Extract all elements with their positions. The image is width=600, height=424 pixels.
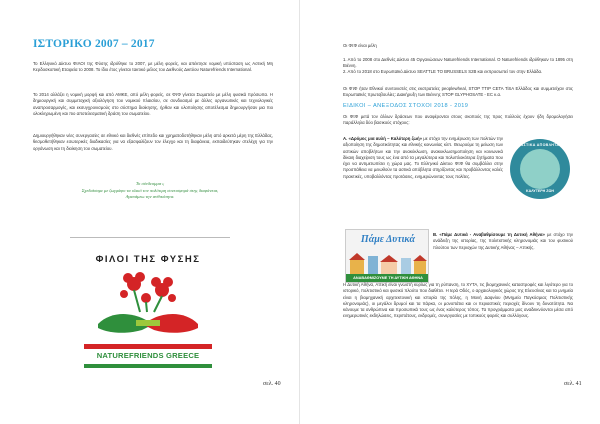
campaigns-paragraph: Οι ΦτΦ ήταν Εθνικοί συντονιστές στις εκστρατείες peoplewheal, STOP TTIP CETA TiSA Ελλάδος και συμμετείχαν στις Ευρωπαϊκές πρωτοβουλίες: Διακήρυξη των Βιέννης STOP GLYPHOSATE - EC κ.α. [343, 86, 573, 98]
dedication-line-2: Σχεδιάσαμε με ζωγράφο τα υλικό τον πολύτιμη συνεισφορά στης διαφάνεια, [81, 187, 219, 193]
dedication-box [70, 178, 230, 238]
houses-icon [346, 252, 429, 274]
badge-top-text: ΑΣΤΙΚΑ ΑΠΟΒΛΗΤΑ [520, 143, 560, 147]
members-intro: Οι ΦτΦ είναι μέλη [343, 43, 377, 48]
history-paragraph-2: Το 2014 αλλάζει η νομική μορφή και από ΑΜΚΕ, από μέλη φορείς, σε ΦτΦ γίνεται Σωματείο με μέλη φυσικά πρόσωπα. Η δημιουργική και συμμετοχική αξιολόγηση του νομικού πλαισίου, σε συνδυασμό με άλλες οργανωτικές και τεχνολογικές αναπροσαρμογές, και εκσυγχρονισμούς στο σύστημα διοίκησης, ήρθαν και υλοποίησης αποτέλεσμα δημιουργήσαν μια πιο ολοκληρωμένη και πιο αποτελεσματική δράση του σωματείου. [33, 92, 273, 116]
goal-a-paragraph [343, 136, 503, 180]
naturefriends-logo [84, 248, 212, 370]
poster-title: Πάμε Δυτικά [360, 234, 416, 245]
page-number-left: σελ. 40 [263, 381, 281, 387]
logo-red-stripe [84, 344, 212, 349]
west-athens-poster [345, 229, 429, 283]
page-title: ΙΣΤΟΡΙΚΟ 2007 – 2017 [33, 38, 155, 50]
waste-campaign-badge [510, 139, 570, 199]
goals-subtitle: ΕΙΔΙΚΟΙ – ΑΝΕΞΟΔΟΣ ΣΤΟΧΟΙ 2018 - 2019 [343, 103, 469, 109]
poster-subtitle: ΑΝΑΒΑΘΜΙΖΟΥΜΕ ΤΗ ΔΥΤΙΚΗ ΑΘΗΝΑ [353, 275, 423, 280]
goal-b-details: Η Δυτική Αθήνα, Αττική είναι γνωστή κυρίως για τη ρύπανση, το ΧΥΤΑ, τις βιομηχανικές καταστροφές και λιγότερο για το ιστορικό, πολιτιστικό και φυσικό πλούτο που διαθέτει. Η Ιερά Οδός, ο αρχαιολογικός χώρος της Ελευσίνας και τα μνημεία είναι η βιομηχανική αρχιτεκτονική και ιστορία της πόλης, η Μονή Δαφνίου (Μνημείο Παγκόσμιας Πολιτιστικής κληρονομιάς), οι μεγάλοι δρυμοί και τα πάρκα, οι μονοπάτια και οι περιαστικές περιοχές δίνουν τη δυνατότητα. Να κάνουμε τα ανθρώπινα και προσωπικά τους ως ένας καλύτερος τόπος. Τα προγράμματα μας αναδεικνύονται μέσα από ενημερωτικές εκδηλώσεις, περιπάτους, εκδρομές, συνεργασίες με τοπικούς φορείς και συλλόγους. [343, 282, 573, 319]
goals-intro: Οι ΦτΦ μετά τον άλλων δράσεων που αναφέρονται στους σκοπούς της προς πολλούς έχουν ήδη δρομολογήσει παράλληλα δύο βασικούς στόχους: [343, 114, 573, 126]
logo-band-text: NATUREFRIENDS GREECE [96, 351, 200, 360]
goal-b-paragraph [433, 232, 573, 251]
goal-b-label: B. «Πάμε Δυτικά - Αναβαθμίσουμε τη Δυτική Αθήνα» [433, 232, 545, 237]
badge-inner-circle [520, 149, 560, 189]
page-number-right: σελ. 41 [564, 381, 582, 387]
goal-a-label: A. «Δρόμος μια αυλή – Καλύτερη ζωή» [343, 136, 423, 141]
history-paragraph-3: Δημιουργήθηκαν νέες συνεργασίες σε εθνικό και διεθνές επίπεδο και χρηματοδοτήθηκαν μέλη από αρκετά μέρη της Ελλάδας, θεσμοθετήθηκαν εσωτερικές διαδικασίες για να εξασφαλίζουν τον έλεγχο και τη διαφάνεια, εκπαιδεύτηκαν στελέχη για την οργάνωση και τη διοίκηση του σωματείου. [33, 133, 273, 151]
dedication-line-3: Αγαπάμεω την ανθικότητα. [125, 194, 175, 200]
dedication-text [70, 181, 230, 201]
goal-b-text: με στόχο την ανάδειξη της ιστορίας, της πολιτιστικής κληρονομιάς και του φυσικού πλούτου των περιοχών της Δυτικής Αθήνας – Αττικής. [433, 232, 573, 250]
membership-item-1: 1. Από το 2008 στο Διεθνές Δίκτυο 45 Οργανώσεων Naturefriends International. Ο Naturefriends ιδρύθηκαν το 1895 στη Βιέννη. [343, 57, 573, 69]
goal-a-text: με στόχο την ενημέρωση των πολιτών την αξιοποίηση της δημοτικότητας και εθνικής κοινωνίας κλπ. Θεωρούμε τη μείωση των αστικών αποβλήτων και την ανακύκλωση, ανακυκλωσημοποίηση και κοινωνικά δίκαιη διαχείριση τους ως ένα από τα μεγαλύτερα και πολυπλοκότερα ζητήματα που έχει να αντιμετωπίσει η χώρα μας. Το Ελληνικό Δίκτυο ΦτΦ θα συμβάλλει στην προσπάθεια να μειωθούν τα αστικά απόβλητα στηρίζοντας και προβάλλοντας καλές πρακτικές, υποβαλλόντας προτάσεις, ενημερώνοντας τους πολίτες. [343, 136, 503, 179]
dedication-line-1: Το σύνδεσμμα ς [135, 181, 165, 186]
logo-title: ΦΙΛΟΙ ΤΗΣ ΦΥΣΗΣ [95, 254, 201, 265]
history-paragraph-1: Το Ελληνικό Δίκτυο ΦΙΛΟΙ της Φύσης ιδρύθηκε το 2007, με μέλη φορείς, και απέκτησε νομική υπόσταση ως Αστική Μη Κερδοσκοπική Εταιρεία το 2008. Το ίδιο έτος γίνεται τακτικό μέλος του Διεθνούς Δικτύου Naturefriends International. [33, 61, 273, 73]
logo-green-stripe [84, 364, 212, 368]
membership-item-2: 2. Από το 2018 στο Ευρωπαϊκό Δίκτυο SEATTLE TO BRUSSELS S2B και εκπροσωπεί τον στην Ελλάδα. [343, 69, 543, 74]
badge-bottom-text: ΚΑΛΥΤΕΡΗ ΖΩΗ [526, 189, 554, 193]
handshake-flower-icon [84, 268, 212, 343]
logo-band [84, 344, 212, 368]
